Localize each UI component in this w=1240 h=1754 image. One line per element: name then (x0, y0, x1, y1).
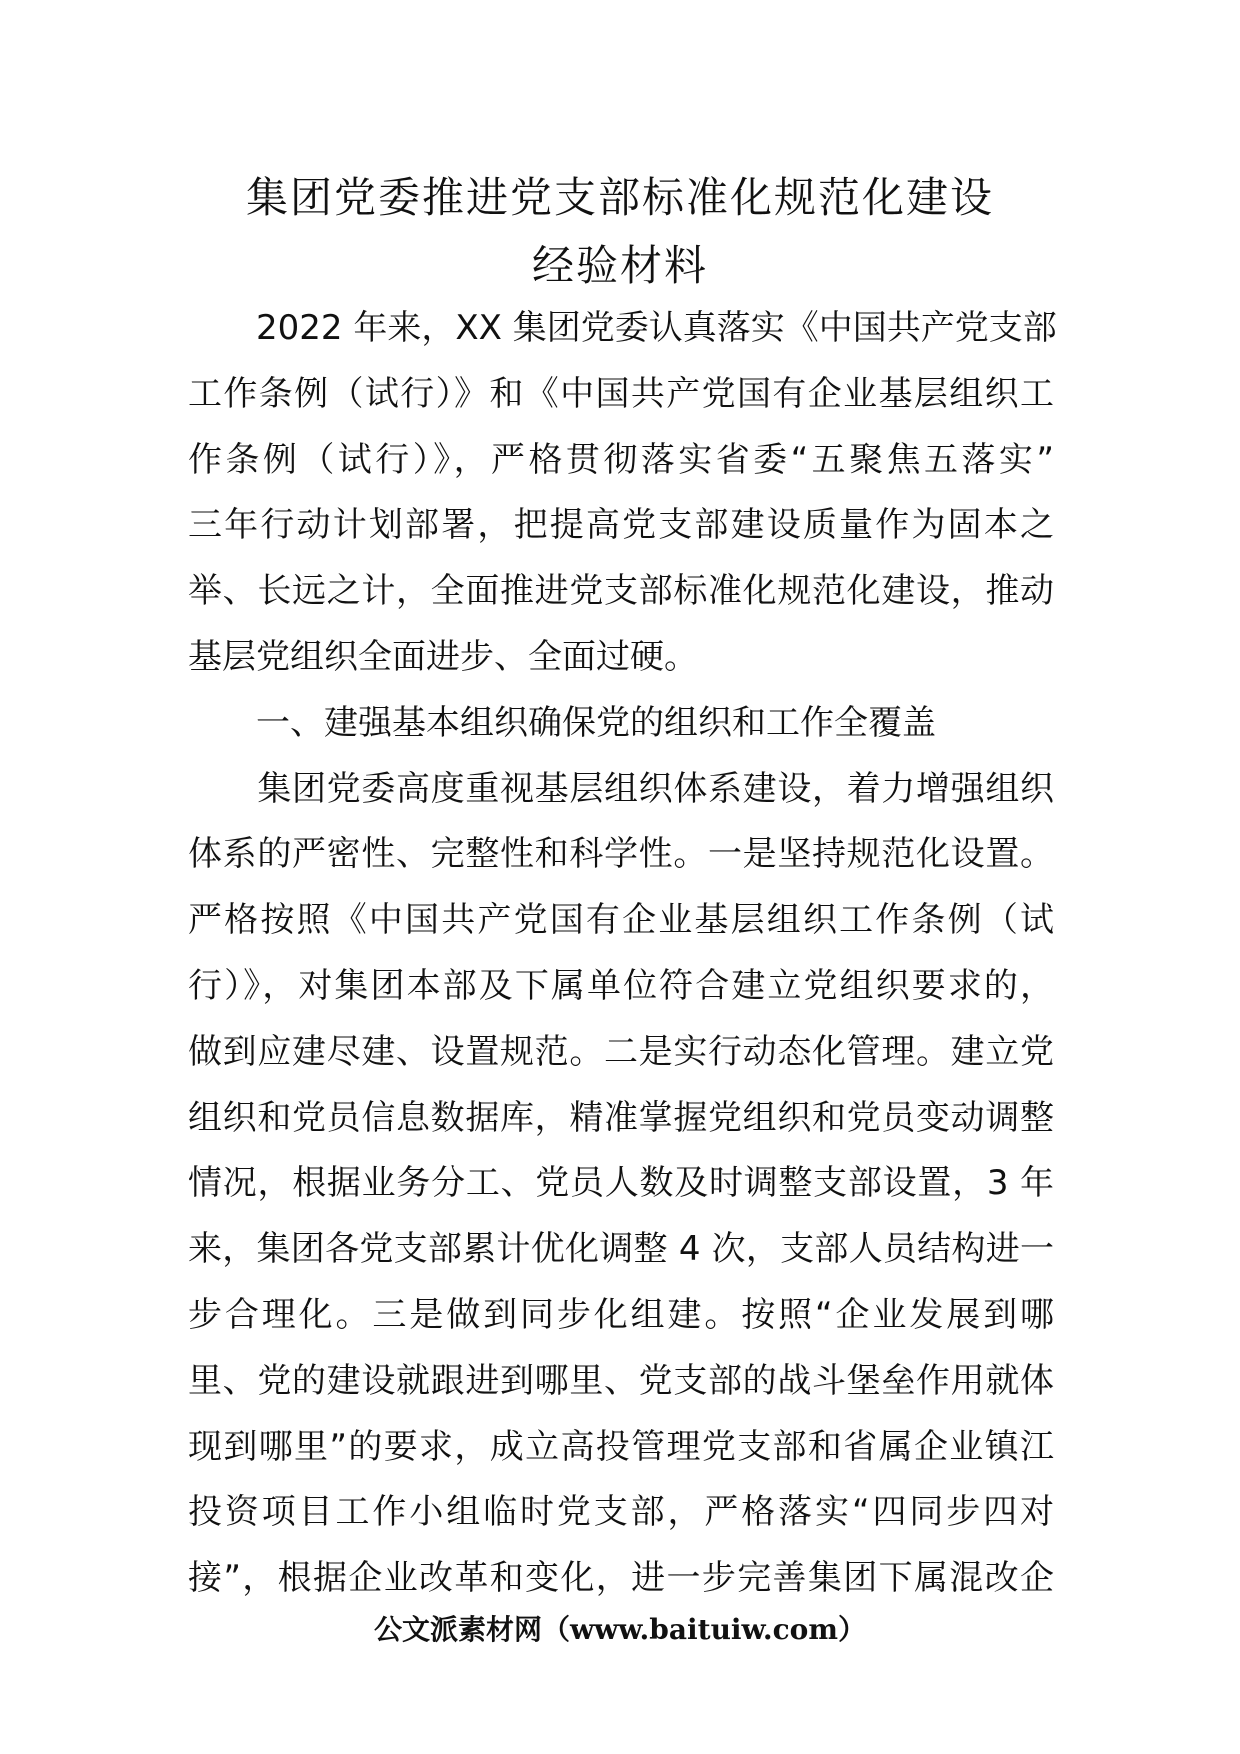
body-line-18: 现到哪里”的要求，成立高投管理党支部和省属企业镇江 (188, 1426, 1054, 1467)
body-line-9: 体系的严密性、完整性和科学性。一是坚持规范化设置。 (188, 834, 1054, 875)
section-heading-1: 一、建强基本组织确保党的组织和工作全覆盖 (188, 702, 936, 743)
body-line-20: 接”，根据企业改革和变化，进一步完善集团下属混改企 (188, 1558, 1054, 1599)
body-line-15: 来，集团各党支部累计优化调整 4 次，支部人员结构进一 (188, 1229, 1054, 1270)
body-line-11: 行）》，对集团本部及下属单位符合建立党组织要求的， (188, 965, 1054, 1006)
body-line-2: 工作条例（试行）》和《中国共产党国有企业基层组织工 (188, 373, 1054, 414)
body-line-19: 投资项目工作小组临时党支部，严格落实“四同步四对 (188, 1492, 1054, 1533)
body-line-16: 步合理化。三是做到同步化组建。按照“企业发展到哪 (188, 1294, 1054, 1335)
body-line-6: 基层党组织全面进步、全面过硬。 (188, 636, 698, 677)
body-line-13: 组织和党员信息数据库，精准掌握党组织和党员变动调整 (188, 1097, 1054, 1138)
body-line-8: 集团党委高度重视基层组织体系建设，着力增强组织 (188, 768, 1054, 809)
body-line-10: 严格按照《中国共产党国有企业基层组织工作条例（试 (188, 900, 1054, 941)
document-title-line-2: 经验材料 (531, 241, 708, 290)
body-line-4: 三年行动计划部署，把提高党支部建设质量作为固本之 (188, 505, 1054, 546)
body-line-14: 情况，根据业务分工、党员人数及时调整支部设置，3 年 (188, 1163, 1054, 1204)
body-line-17: 里、党的建设就跟进到哪里、党支部的战斗堡垒作用就体 (188, 1360, 1054, 1401)
footer-watermark: 公文派素材网（www.baituiw.com） (374, 1613, 866, 1646)
document-body (188, 296, 1057, 1612)
document-title-line-1: 集团党委推进党支部标准化规范化建设 (245, 173, 994, 222)
body-line-5: 举、长远之计，全面推进党支部标准化规范化建设，推动 (188, 571, 1054, 612)
body-line-12: 做到应建尽建、设置规范。二是实行动态化管理。建立党 (188, 1031, 1054, 1072)
body-line-3: 作条例（试行）》，严格贯彻落实省委“五聚焦五落实” (188, 439, 1054, 480)
body-line-1: 2022 年来，XX 集团党委认真落实《中国共产党支部 (188, 308, 1057, 348)
